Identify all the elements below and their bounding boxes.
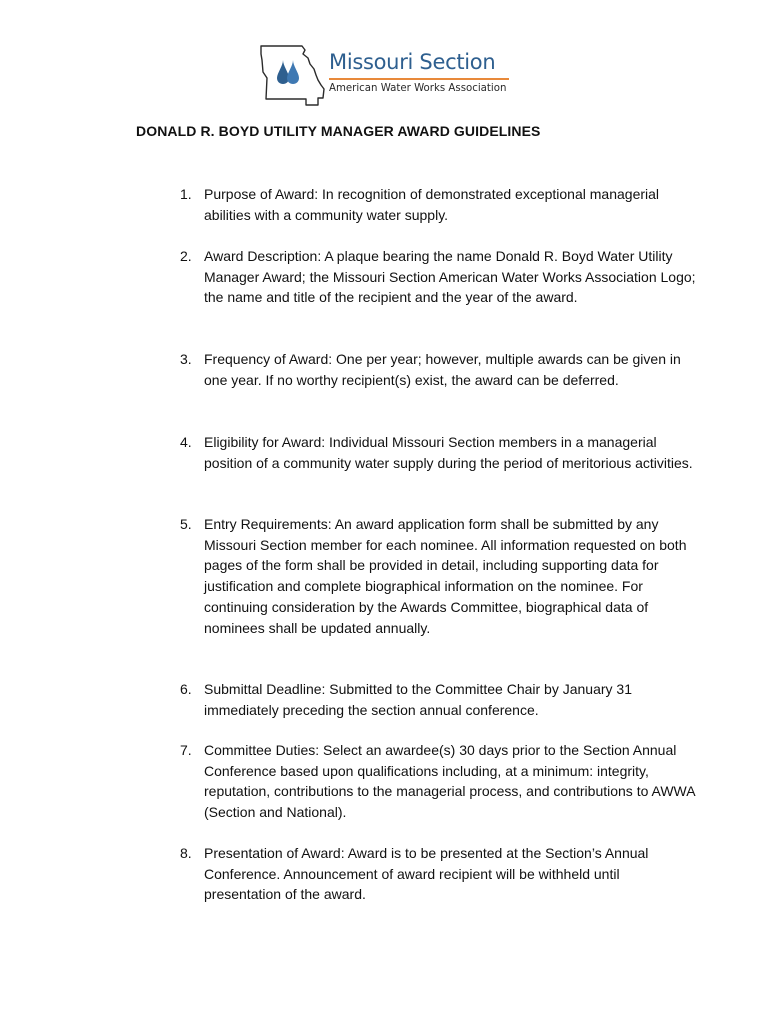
item-number: 2. bbox=[180, 248, 192, 264]
list-item bbox=[180, 184, 700, 225]
item-number: 1. bbox=[180, 186, 192, 202]
list-item bbox=[180, 349, 700, 390]
document-title: DONALD R. BOYD UTILITY MANAGER AWARD GUIDELINES bbox=[136, 123, 541, 139]
list-item bbox=[180, 679, 700, 720]
item-text: Award Description: A plaque bearing the name Donald R. Boyd Water Utility Manager Award; the Missouri Section American Water Works Association Logo; the name and title of the recipient and the year of the award. bbox=[204, 248, 696, 306]
list-item bbox=[180, 843, 700, 905]
list-item bbox=[180, 432, 700, 473]
list-item bbox=[180, 740, 700, 823]
item-number: 6. bbox=[180, 681, 192, 697]
list-item bbox=[180, 246, 700, 308]
logo-divider bbox=[329, 78, 509, 80]
item-text: Committee Duties: Select an awardee(s) 30 days prior to the Section Annual Conference based upon qualifications including, at a minimum: integrity, reputation, contributions to the managerial process, and contributions to AWWA (Section and National). bbox=[204, 742, 695, 821]
missouri-section-awwa-logo bbox=[258, 42, 510, 108]
item-number: 5. bbox=[180, 516, 192, 532]
item-text: Frequency of Award: One per year; however, multiple awards can be given in one year. If no worthy recipient(s) exist, the award can be deferred. bbox=[204, 351, 681, 388]
item-number: 8. bbox=[180, 845, 192, 861]
item-text: Entry Requirements: An award application form shall be submitted by any Missouri Section member for each nominee. All information requested on both pages of the form shall be provided in detail, including supporting data for justification and complete biographical information on the nominee. For continuing consideration by the Awards Committee, biographical data of nominees shall be updated annually. bbox=[204, 516, 687, 636]
item-text: Eligibility for Award: Individual Missouri Section members in a managerial position of a community water supply during the period of meritorious activities. bbox=[204, 434, 693, 471]
item-number: 7. bbox=[180, 742, 192, 758]
item-text: Purpose of Award: In recognition of demonstrated exceptional managerial abilities with a community water supply. bbox=[204, 186, 660, 223]
item-text: Submittal Deadline: Submitted to the Committee Chair by January 31 immediately preceding the section annual conference. bbox=[204, 681, 632, 718]
missouri-water-drop-icon bbox=[258, 42, 328, 108]
list-item bbox=[180, 514, 700, 638]
item-number: 3. bbox=[180, 351, 192, 367]
logo-title: Missouri Section bbox=[329, 50, 496, 74]
item-number: 4. bbox=[180, 434, 192, 450]
item-text: Presentation of Award: Award is to be presented at the Section’s Annual Conference. Announcement of award recipient will be withheld until presentation of the award. bbox=[204, 845, 649, 903]
logo-subtitle: American Water Works Association bbox=[329, 83, 507, 94]
